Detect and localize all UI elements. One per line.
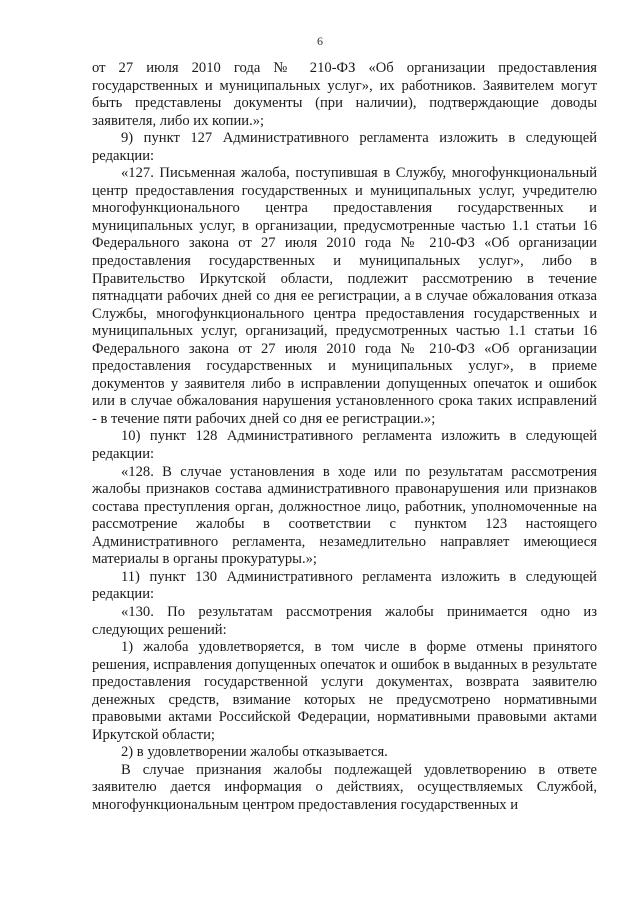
paragraph-clause-128: «128. В случае установления в ходе или по результатам рассмотрения жалобы признаков состава административного правонарушения или признаков состава преступления орган, должностное лицо, работник, уполномоченные на рассмотрение жалобы в соответствии с пунктом 123 настоящего Административного регламента, незамедлительно направляет имеющиеся материалы в органы прокуратуры.»; [92,463,597,568]
paragraph-final: В случае признания жалобы подлежащей удовлетворению в ответе заявителю дается информация о действиях, осуществляемых Службой, многофункциональным центром предоставления государственных и [92,761,597,813]
paragraph-item-10: 10) пункт 128 Административного регламента изложить в следующей редакции: [92,428,597,463]
paragraph-clause-130: «130. По результатам рассмотрения жалобы принимается одно из следующих решений: [92,603,597,638]
page-number: 6 [317,34,323,48]
document-body [92,60,597,815]
paragraph-continuation: от 27 июля 2010 года № 210-ФЗ «Об организации предоставления государственных и муниципальных услуг», их работников. Заявителем могут быть представлены документы (при наличии), подтверждающие доводы заявителя, либо их копии.»; [92,60,597,129]
paragraph-item-9: 9) пункт 127 Административного регламента изложить в следующей редакции: [92,130,597,164]
paragraph-item-11: 11) пункт 130 Административного регламента изложить в следующей редакции: [92,568,597,603]
paragraph-clause-127: «127. Письменная жалоба, поступившая в Службу, многофункциональный центр предоставления государственных и муниципальных услуг, учредителю многофункционального центра предоставления государственных и муниципальных услуг, в организации, предусмотренные частью 1.1 статьи 16 Федерального закона от 27 июля 2010 года № 210-ФЗ «Об организации предоставления государственных и муниципальных услуг», либо в Правительство Иркутской области, подлежит рассмотрению в течение пятнадцати рабочих дней со дня ее регистрации, а в случае обжалования отказа Службы, многофункционального центра предоставления государственных и муниципальных услуг, организаций, предусмотренных частью 1.1 статьи 16 Федерального закона от 27 июля 2010 года № 210-ФЗ «Об организации предоставления государственных и муниципальных услуг», в приеме документов у заявителя либо в исправлении допущенных опечаток и ошибок или в случае обжалования нарушения установленного срока таких исправлений - в течение пяти рабочих дней со дня ее регистрации.»; [92,165,597,427]
paragraph-decision-1: 1) жалоба удовлетворяется, в том числе в форме отмены принятого решения, исправления допущенных опечаток и ошибок в выданных в результате предоставления государственной услуги документах, возврата заявителю денежных средств, взимание которых не предусмотрено нормативными правовыми актами Российской Федерации, нормативными правовыми актами Иркутской области; [92,639,597,743]
paragraph-decision-2: 2) в удовлетворении жалобы отказывается. [121,744,388,761]
